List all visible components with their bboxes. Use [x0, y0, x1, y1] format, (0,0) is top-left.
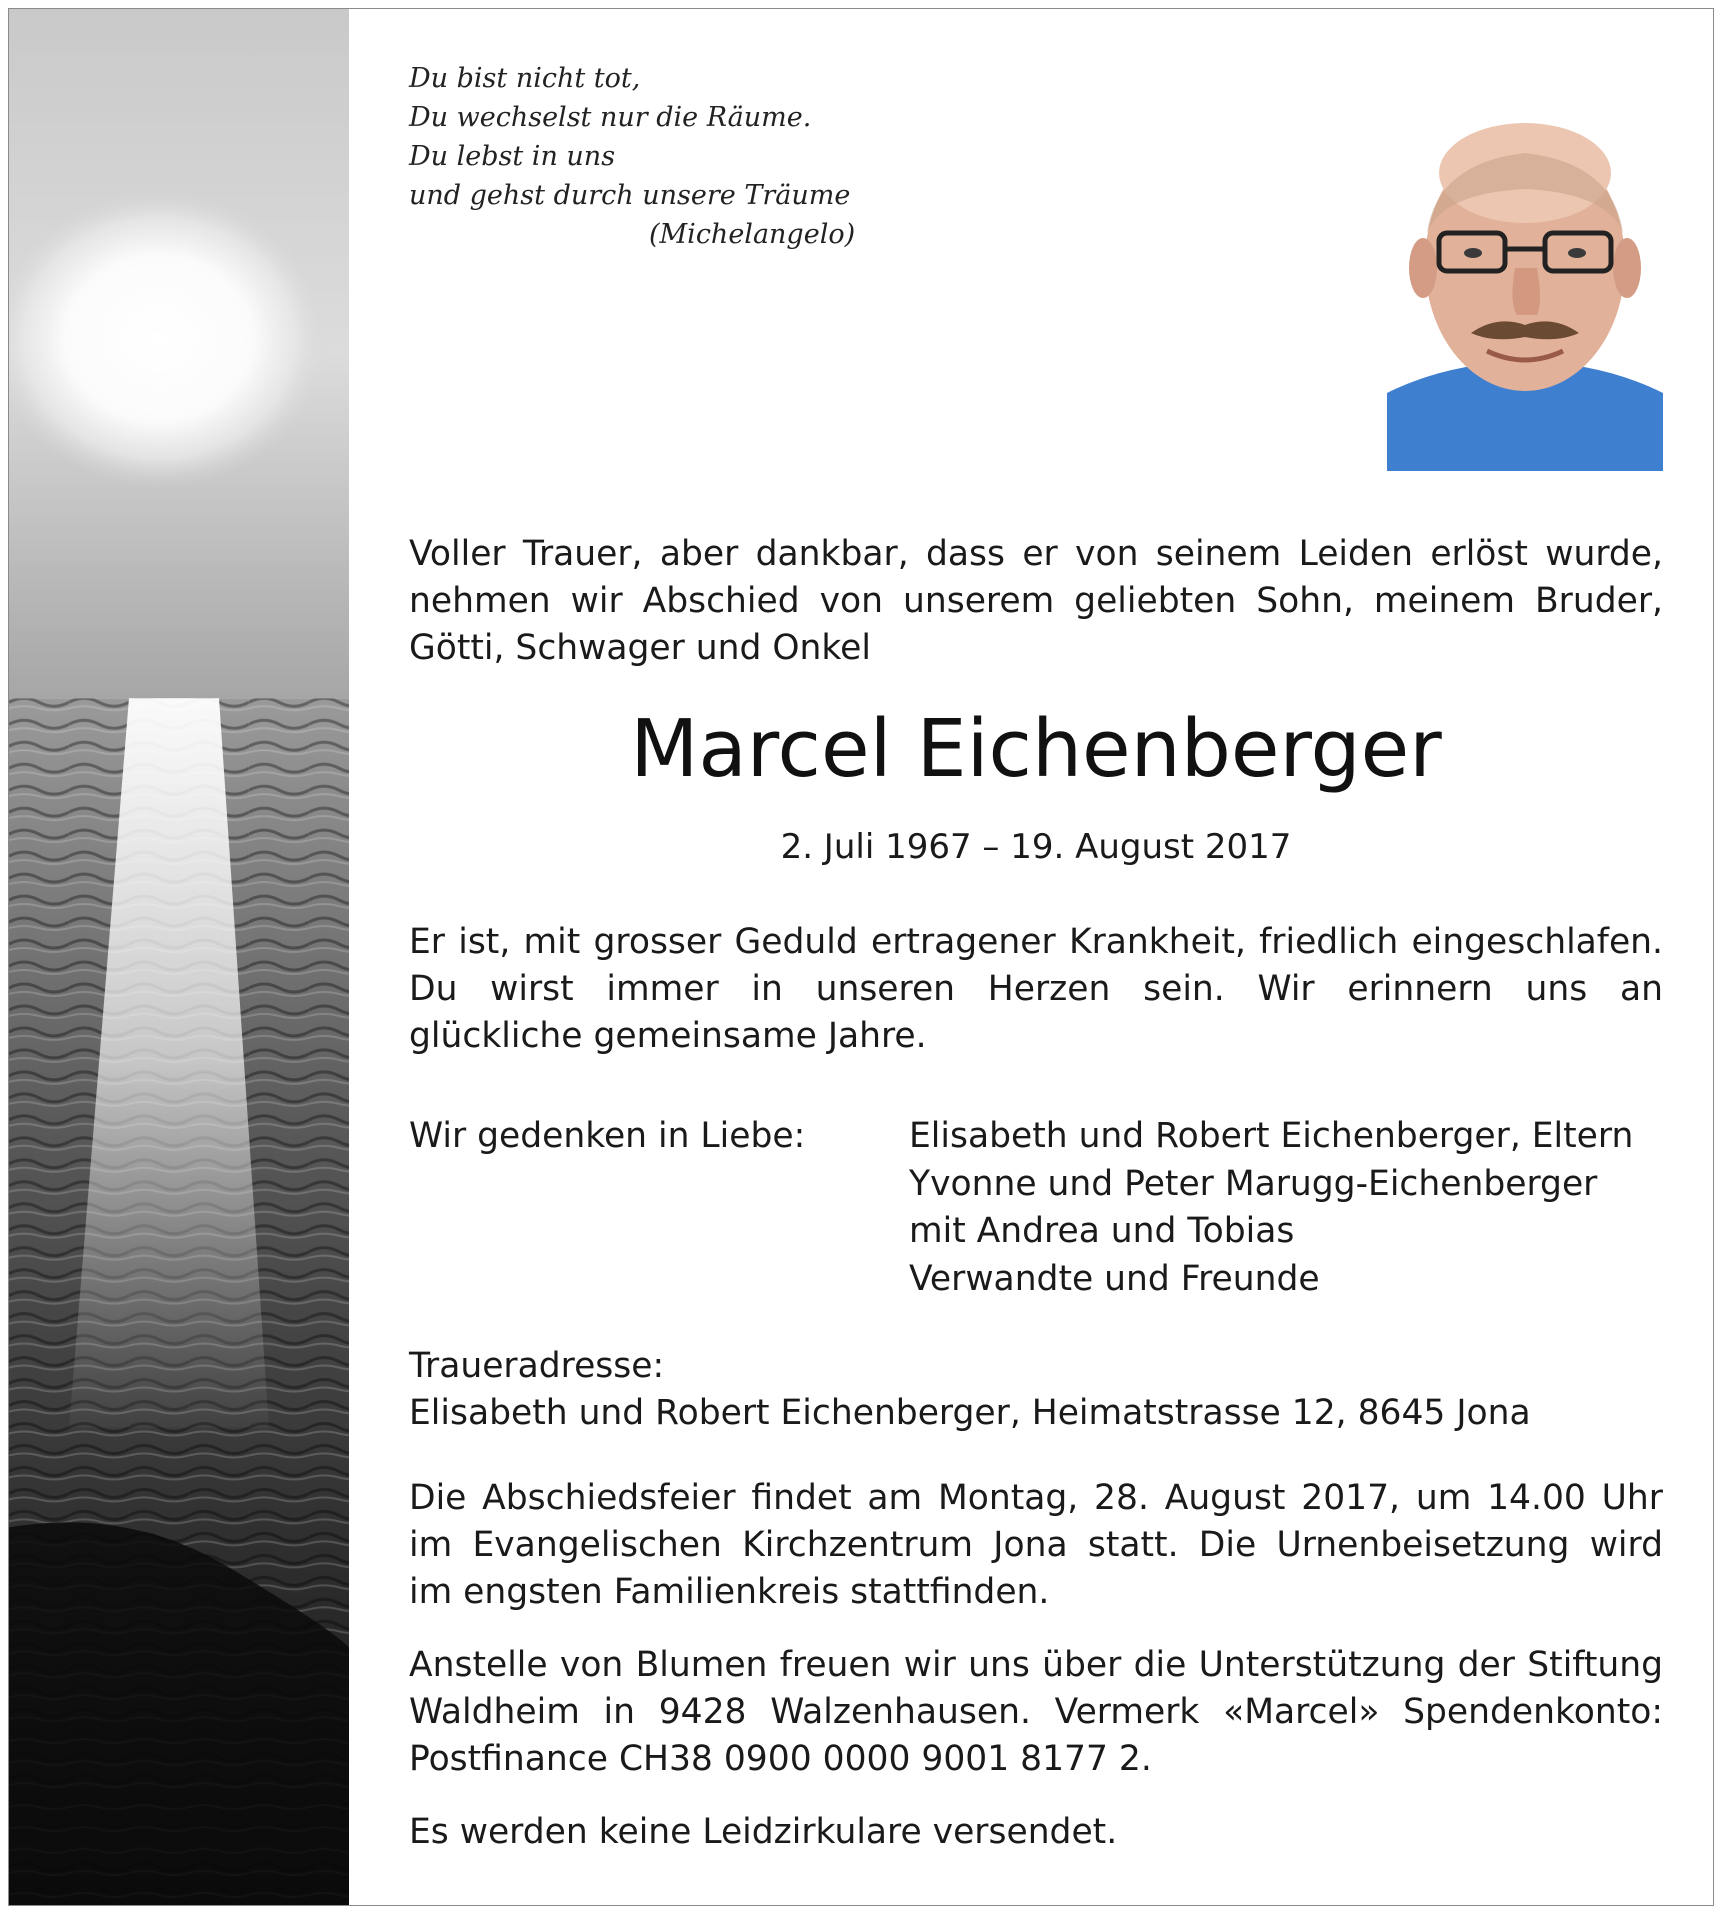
poem-attribution: (Michelangelo) — [649, 219, 856, 250]
donation-line: Waldheim in 9428 Walzenhausen. Vermerk «Marcel» Spendenkonto: — [409, 1692, 1663, 1732]
ceremony-line: im engsten Familienkreis stattfinden. — [409, 1572, 1050, 1612]
donation-line: Postfinance CH38 0900 0000 9001 8177 2. — [409, 1739, 1152, 1779]
ceremony-line: im Evangelischen Kirchzentrum Jona statt. Die Urnenbeisetzung wird — [409, 1525, 1663, 1565]
message-line: glückliche gemeinsame Jahre. — [409, 1016, 927, 1056]
ceremony-paragraph — [409, 1475, 1663, 1616]
donation-paragraph — [409, 1642, 1663, 1783]
poem-line: und gehst durch unsere Träume — [409, 180, 851, 211]
notice-line: Es werden keine Leidzirkulare versendet. — [409, 1812, 1118, 1852]
closing-notice — [409, 1809, 1663, 1856]
mourner: mit Andrea und Tobias — [909, 1211, 1295, 1251]
ceremony-line: Die Abschiedsfeier findet am Montag, 28. August 2017, um 14.00 Uhr — [409, 1478, 1663, 1518]
message-line: Er ist, mit grosser Geduld ertragener Krankheit, friedlich eingeschlafen. — [409, 922, 1663, 962]
intro-paragraph — [409, 531, 1663, 672]
intro-line: Götti, Schwager und Onkel — [409, 628, 871, 668]
obituary-notice — [8, 8, 1714, 1906]
message-line: Du wirst immer in unseren Herzen sein. Wir erinnern uns an — [409, 969, 1663, 1009]
intro-line: Voller Trauer, aber dankbar, dass er von seinem Leiden erlöst wurde, — [409, 534, 1663, 574]
poem-line: Du wechselst nur die Räume. — [409, 102, 812, 133]
sunset-sea-photo — [9, 9, 349, 1905]
poem-line: Du bist nicht tot, — [409, 63, 641, 94]
mourners-list — [909, 1113, 1633, 1303]
poem — [409, 59, 969, 254]
life-dates: 2. Juli 1967 – 19. August 2017 — [780, 827, 1292, 867]
mourning-address — [409, 1343, 1663, 1437]
deceased-name: Marcel Eichenberger — [630, 703, 1442, 795]
mourner: Yvonne und Peter Marugg-Eichenberger — [909, 1163, 1598, 1204]
message-paragraph — [409, 919, 1663, 1060]
address-value: Elisabeth und Robert Eichenberger, Heimatstrasse 12, 8645 Jona — [409, 1393, 1531, 1433]
mourner: Elisabeth und Robert Eichenberger, Eltern — [909, 1116, 1634, 1156]
memory-label: Wir gedenken in Liebe: — [409, 1116, 806, 1156]
address-label: Traueradresse: — [409, 1346, 665, 1386]
donation-line: Anstelle von Blumen freuen wir uns über die Unterstützung der Stiftung — [409, 1645, 1663, 1685]
intro-line: nehmen wir Abschied von unserem geliebten Sohn, meinem Bruder, — [409, 581, 1663, 621]
mourner: Verwandte und Freunde — [909, 1258, 1320, 1299]
portrait-photo — [1387, 93, 1663, 471]
poem-line: Du lebst in uns — [409, 141, 616, 172]
